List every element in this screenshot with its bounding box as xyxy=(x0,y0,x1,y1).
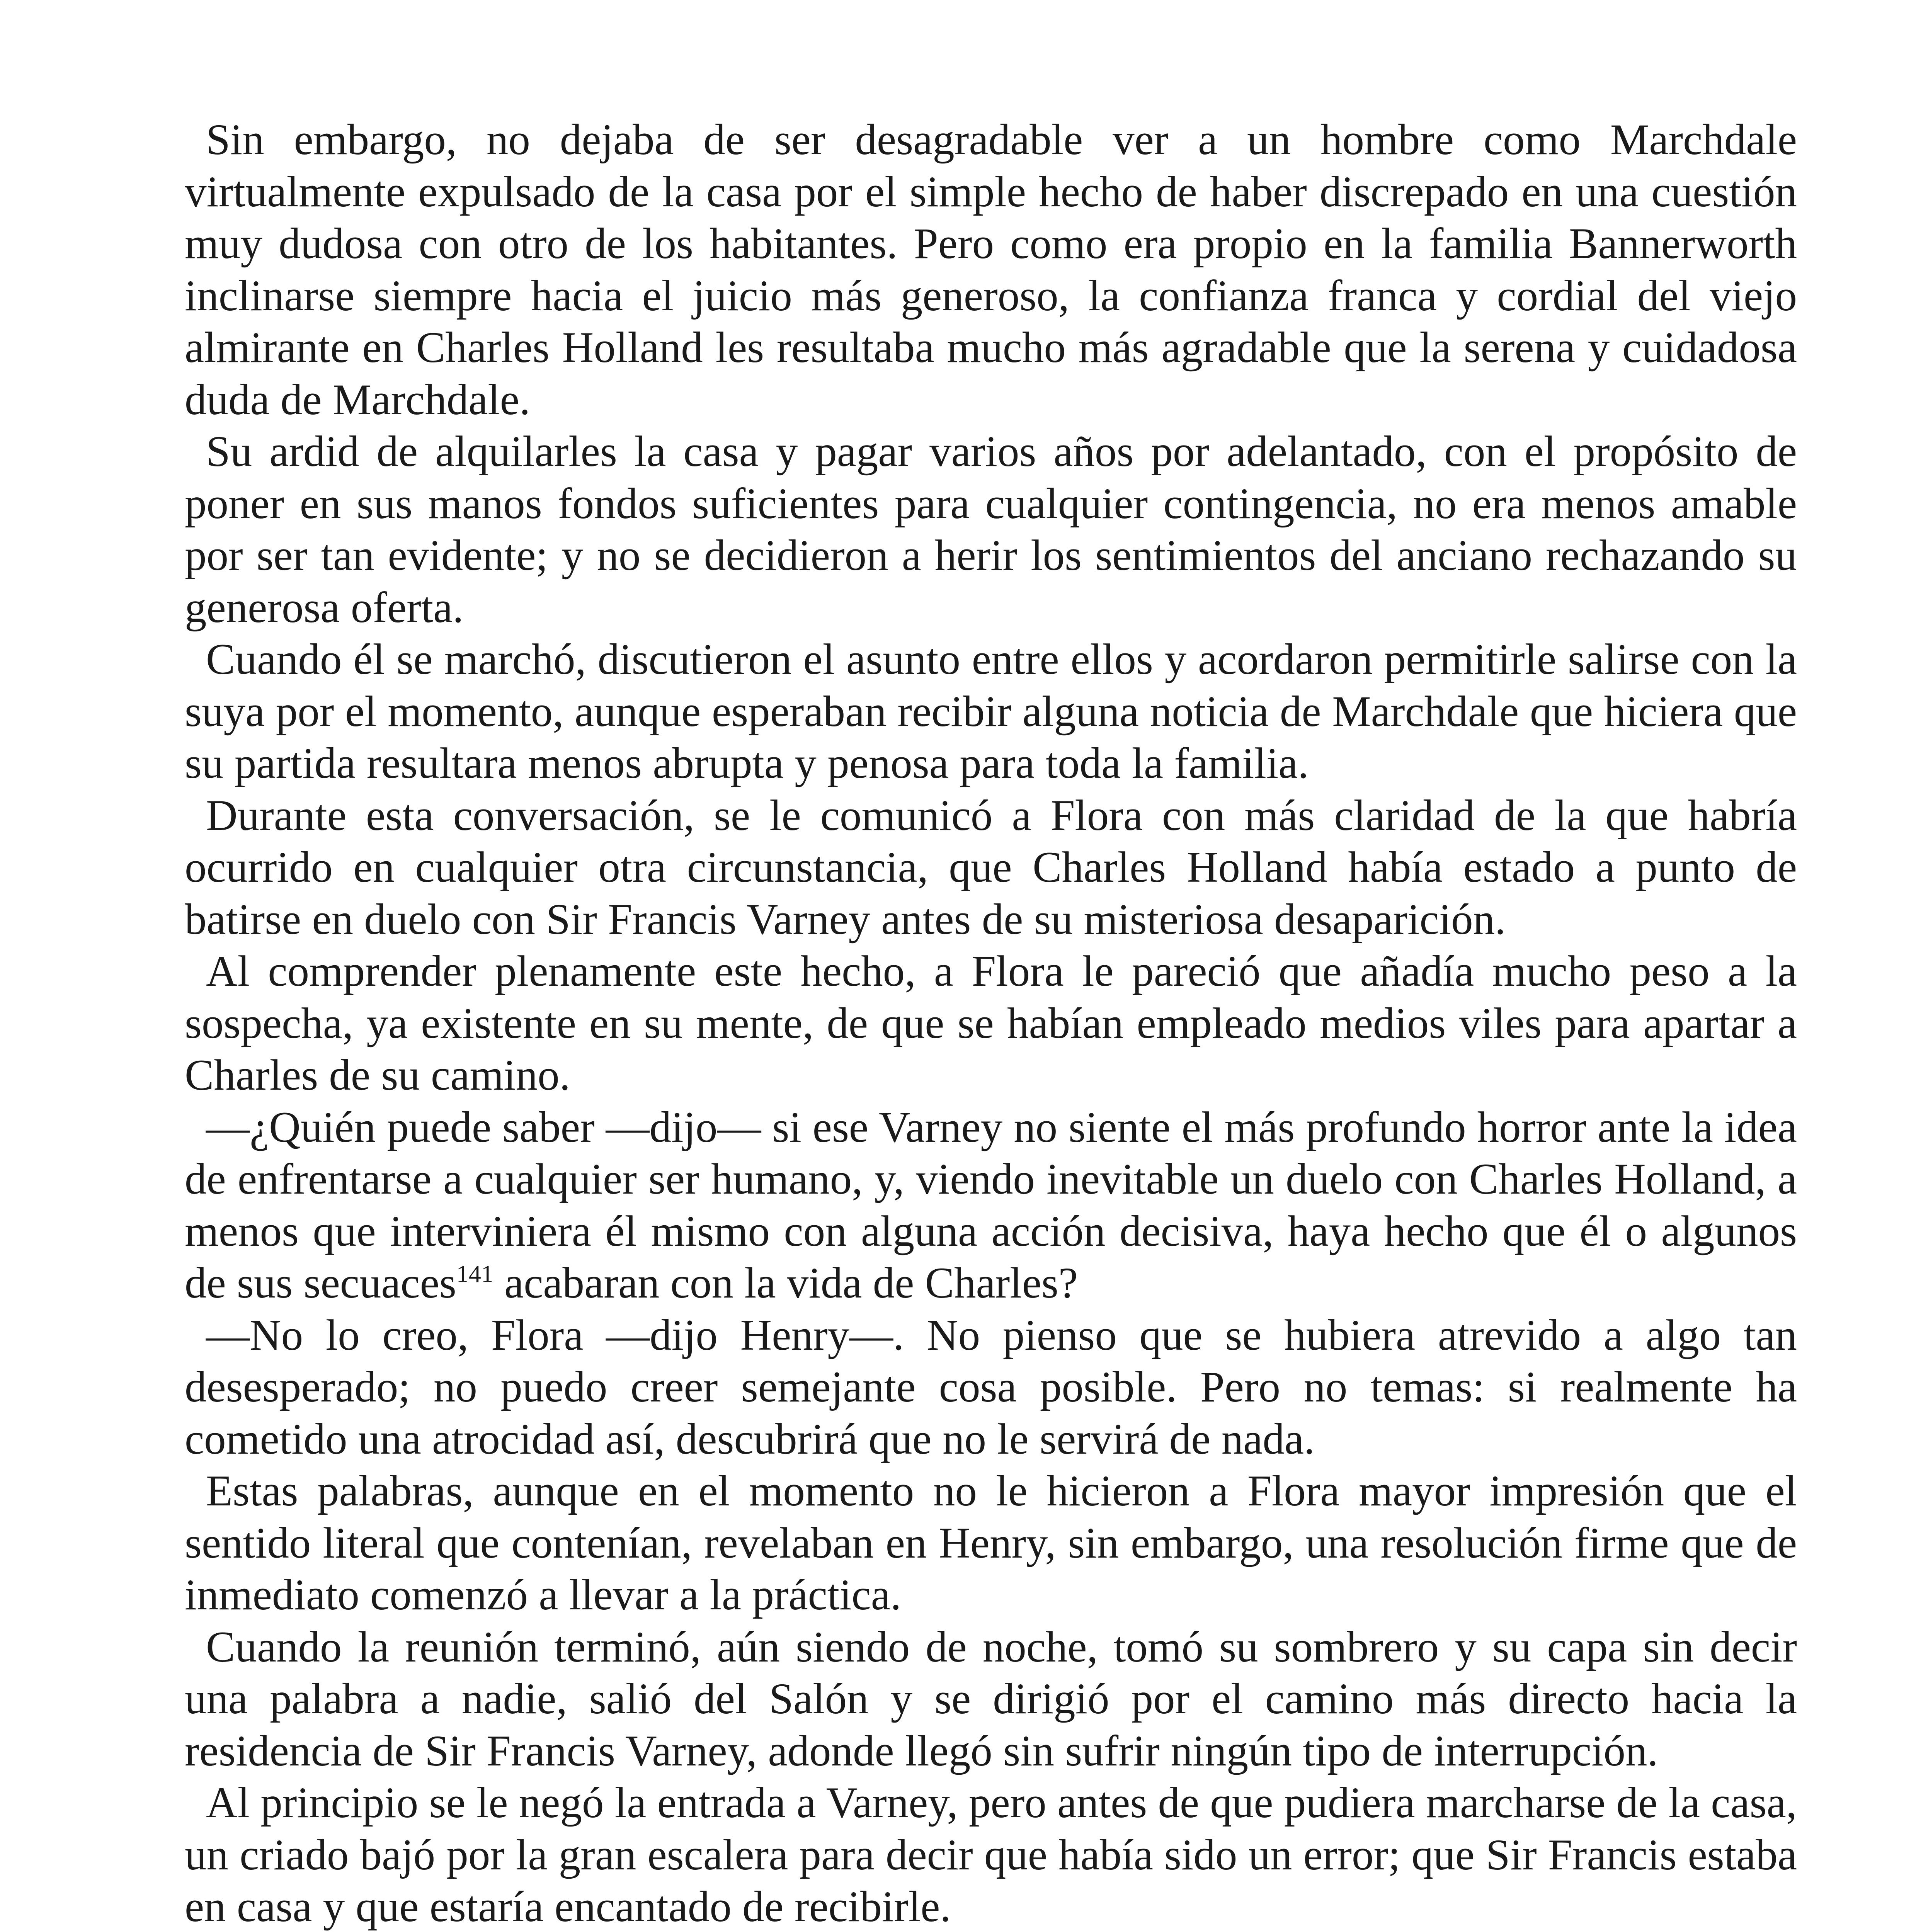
body-text xyxy=(185,114,1797,1932)
paragraph-3: Cuando él se marchó, discutieron el asunto entre ellos y acordaron permitirle salirse con la suya por el momento, aunque esperaban recibir alguna noticia de Marchdale que hiciera que su partida resultara menos abrupta y penosa para toda la familia. xyxy=(185,635,1797,787)
paragraph-5: Al comprender plenamente este hecho, a Flora le pareció que añadía mucho peso a la sospecha, ya existente en su mente, de que se habían empleado medios viles para apartar a Charles de su camino. xyxy=(185,947,1797,1099)
paragraph-8: Estas palabras, aunque en el momento no le hicieron a Flora mayor impresión que el sentido literal que contenían, revelaban en Henry, sin embargo, una resolución firme que de inmediato comenzó a llevar a la práctica. xyxy=(185,1467,1797,1619)
paragraph-9: Cuando la reunión terminó, aún siendo de noche, tomó su sombrero y su capa sin decir una palabra a nadie, salió del Salón y se dirigió por el camino más directo hacia la residencia de Sir Francis Varney, adonde llegó sin sufrir ningún tipo de interrupción. xyxy=(185,1622,1797,1775)
paragraph-4: Durante esta conversación, se le comunicó a Flora con más claridad de la que habría ocurrido en cualquier otra circunstancia, que Charles Holland había estado a punto de batirse en duelo con Sir Francis Varney antes de su misteriosa desaparición. xyxy=(185,791,1797,944)
footnote-reference[interactable]: 141 xyxy=(456,1260,493,1287)
paragraph-10: Al principio se le negó la entrada a Varney, pero antes de que pudiera marcharse de la casa, un criado bajó por la gran escalera para decir que había sido un error; que Sir Francis estaba en casa y que estaría encantado de recibirle. xyxy=(185,1779,1797,1931)
paragraph-6 xyxy=(185,1102,1797,1310)
paragraph-7: —No lo creo, Flora —dijo Henry—. No pienso que se hubiera atrevido a algo tan desesperado; no puedo creer semejante cosa posible. Pero no temas: si realmente ha cometido una atrocidad así, descubrirá que no le servirá de nada. xyxy=(185,1311,1797,1463)
paragraph-6-text: —¿Quién puede saber —dijo— si ese Varney no siente el más profundo horror ante la idea de enfrentarse a cualquier ser humano, y, viendo inevitable un duelo con Charles Holland, a menos que interviniera él mismo con alguna acción decisiva, haya hecho que él o algunos de sus secuaces xyxy=(185,1103,1797,1307)
paragraph-1: Sin embargo, no dejaba de ser desagradable ver a un hombre como Marchdale virtualmente expulsado de la casa por el simple hecho de haber discrepado en una cuestión muy dudosa con otro de los habitantes. Pero como era propio en la familia Bannerworth inclinarse siempre hacia el juicio más generoso, la confianza franca y cordial del viejo almirante en Charles Holland les resultaba mucho más agradable que la serena y cuidadosa duda de Marchdale. xyxy=(185,116,1797,424)
paragraph-6-tail: acabaran con la vida de Charles? xyxy=(493,1259,1078,1307)
paragraph-2: Su ardid de alquilarles la casa y pagar varios años por adelantado, con el propósito de poner en sus manos fondos suficientes para cualquier contingencia, no era menos amable por ser tan evidente; y no se decidieron a herir los sentimientos del anciano rechazando su generosa oferta. xyxy=(185,427,1797,632)
